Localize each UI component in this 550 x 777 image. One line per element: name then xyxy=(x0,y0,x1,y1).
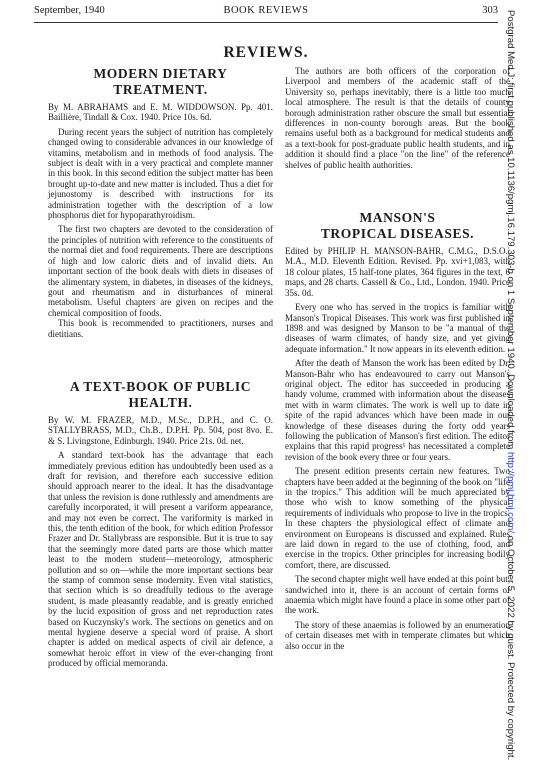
review-title-line: A TEXT-BOOK OF PUBLIC xyxy=(69,378,252,394)
review-public-health-continued xyxy=(285,66,510,170)
review-title-line: MANSON'S xyxy=(359,210,436,226)
right-column xyxy=(285,66,510,651)
review-title xyxy=(48,379,273,411)
review-paragraph: The present edition presents certain new features. Two chapters have been added at the beginning of the book on "life in the tropics." This addition will be much appreciated by those who wish to know something of the physical requirements of individuals who propose to live in the tropics. In these chapters the physiological effect of climate and environment on Europeans is discussed and explained. Rules are laid down in regard to the use of clothing, food, and exercise in the tropics. Other principles for increasing bodily comfort, there, are discussed. xyxy=(285,466,510,570)
review-paragraph: The authors are both officers of the corporation of Liverpool and members of the academic staff of the University so, perhaps inevitably, there is a little too much local atmosphere. The result is that the details of county borough administration rather obscure the small but essential differences in non-county borough areas. But the book remains useful both as a background for medical students and as a text-book for post-graduate public health students, and in addition it should find a place "on the line" of the reference shelves of public health authorities. xyxy=(285,66,510,170)
review-citation: By W. M. FRAZER, M.D., M.Sc., D.P.H., and C. O. STALLYBRASS, M.D., Ch.B., D.P.H. Pp. 504, post 8vo. E. & S. Livingstone, Edinburgh. 1940. Price 21s. 0d. net. xyxy=(48,414,273,446)
review-public-health xyxy=(48,379,273,669)
review-paragraph: The first two chapters are devoted to the consideration of the principles of nutrition with reference to the constituents of the normal diet and food requirements. There are descriptions of high and low caloric diets and of invalid diets. An important section of the book deals with diets in diseases of the alimentary system, in diabetes, in diseases of the kidneys, gout and rheumatism and in disturbances of mineral metabolism. Useful chapters are given on recipes and the chemical composition of foods. xyxy=(48,224,273,318)
review-title xyxy=(285,210,510,242)
review-paragraph: The second chapter might well have ended at this point but, sandwiched into it, there is an account of certain forms of anaemia which might have found a place in some other part of the work. xyxy=(285,574,510,616)
header-section: BOOK REVIEWS xyxy=(223,5,309,16)
header-rule xyxy=(34,22,498,23)
header-date: September, 1940 xyxy=(34,5,105,16)
review-modern-dietary-treatment xyxy=(48,66,273,339)
page-number: 303 xyxy=(482,5,498,16)
review-paragraph: A standard text-book has the advantage that each immediately previous edition has undoubtedly been used as a draft for revision, and therefore each successive edition should approach nearer to the ideal. It has the disadvantage that unless the revision is done ruthlessly and amendments are carefully incorporated, it will present a variform appearance, and may not even be correct. The variformity is marked in this, the tenth edition of the book, for which edition Professor Frazer and Dr. Stallybrass are responsible. But it is true to say that the seemingly more dated parts are those which matter least to the modern student—meteorology, atmospheric pollution and so on—while the more important sections bear the stamp of common sense modernity. Even vital statistics, that section which is so dreadfully tedious to the average student, is made pleasantly readable, and is greatly enriched by the lucid exposition of gross and net reproduction rates based on Kuczynsky's work. The sections on genetics and on mental hygiene deserve a special word of praise. A short chapter is added on medical aspects of civil air defence, a somewhat heroic effort in view of the ever-changing front produced by official memoranda. xyxy=(48,450,273,669)
left-column xyxy=(48,66,273,669)
review-title-line: TREATMENT. xyxy=(113,82,208,97)
review-paragraph: Every one who has served in the tropics is familiar with Manson's Tropical Diseases. This work was first published in 1898 and was designed by Manson to be "a manual of the diseases of warm climates, of handy size, and yet giving adequate information." It now appears in its eleventh edition. xyxy=(285,302,510,354)
review-paragraph: This book is recommended to practitioners, nurses and dietitians. xyxy=(48,318,273,339)
section-banner: REVIEWS. xyxy=(223,44,309,61)
review-paragraph: During recent years the subject of nutrition has completely changed owing to considerable advances in our knowledge of vitamins, metabolism and in methods of food analysis. The subject is dealt with in a very practical and complete manner in this book. In this second edition the subject matter has been brought up-to-date and new matter is included. Thus a diet for jejunostomy is described with instructions for its administration together with the description of a low phosphorus diet for hypoparathyroidism. xyxy=(48,126,273,221)
sidebar-suffix: on October 5, 2022 by guest. Protected by copyright. xyxy=(505,535,516,761)
review-title-line: HEALTH. xyxy=(128,394,193,410)
running-header xyxy=(34,5,498,21)
sidebar-prefix: Postgrad Med J: first published as 10.1136/pgmj.16.179.303-b on 1 September 1940. Downloaded from xyxy=(505,10,516,450)
copyright-sidebar xyxy=(502,10,516,770)
review-citation: By M. ABRAHAMS and E. M. WIDDOWSON. Pp. 401. Baillière, Tindall & Cox. 1940. Price 10s. 6d. xyxy=(48,102,273,123)
review-title-line: MODERN DIETARY xyxy=(93,66,228,81)
review-paragraph: After the death of Manson the work has been edited by Dr. Manson-Bahr who has endeavoured to carry out Manson's original object. The editor has succeeded in producing a handy volume, crammed with information about the diseases met with in warm climates. The work is well up to date in spite of the rapid advances which have been made in our knowledge of these diseases during the forty odd years following the publication of Manson's first edition. The editor explains that this rapid progress¹ has necessitated a complete revision of the book every three or four years. xyxy=(285,358,510,462)
review-citation: Edited by PHILIP H. MANSON-BAHR, C.M.G., D.S.O., M.A., M.D. Eleventh Edition. Revised. Pp. xvi+1,083, with 18 colour plates, 15 half-tone plates, 364 figures in the text, 6 maps, and 28 charts. Cassell & Co., Ltd., London. 1940. Price 35s. 0d. xyxy=(285,246,510,298)
review-paragraph: The story of these anaemias is followed by an enumeration of certain diseases met with in temperate climates but which also occur in the xyxy=(285,619,510,651)
review-tropical-diseases xyxy=(285,210,510,651)
review-title-line: TROPICAL DISEASES. xyxy=(320,226,475,242)
sidebar-link[interactable]: http://pmj.bmj.com/ xyxy=(505,451,516,533)
review-title xyxy=(48,66,273,98)
